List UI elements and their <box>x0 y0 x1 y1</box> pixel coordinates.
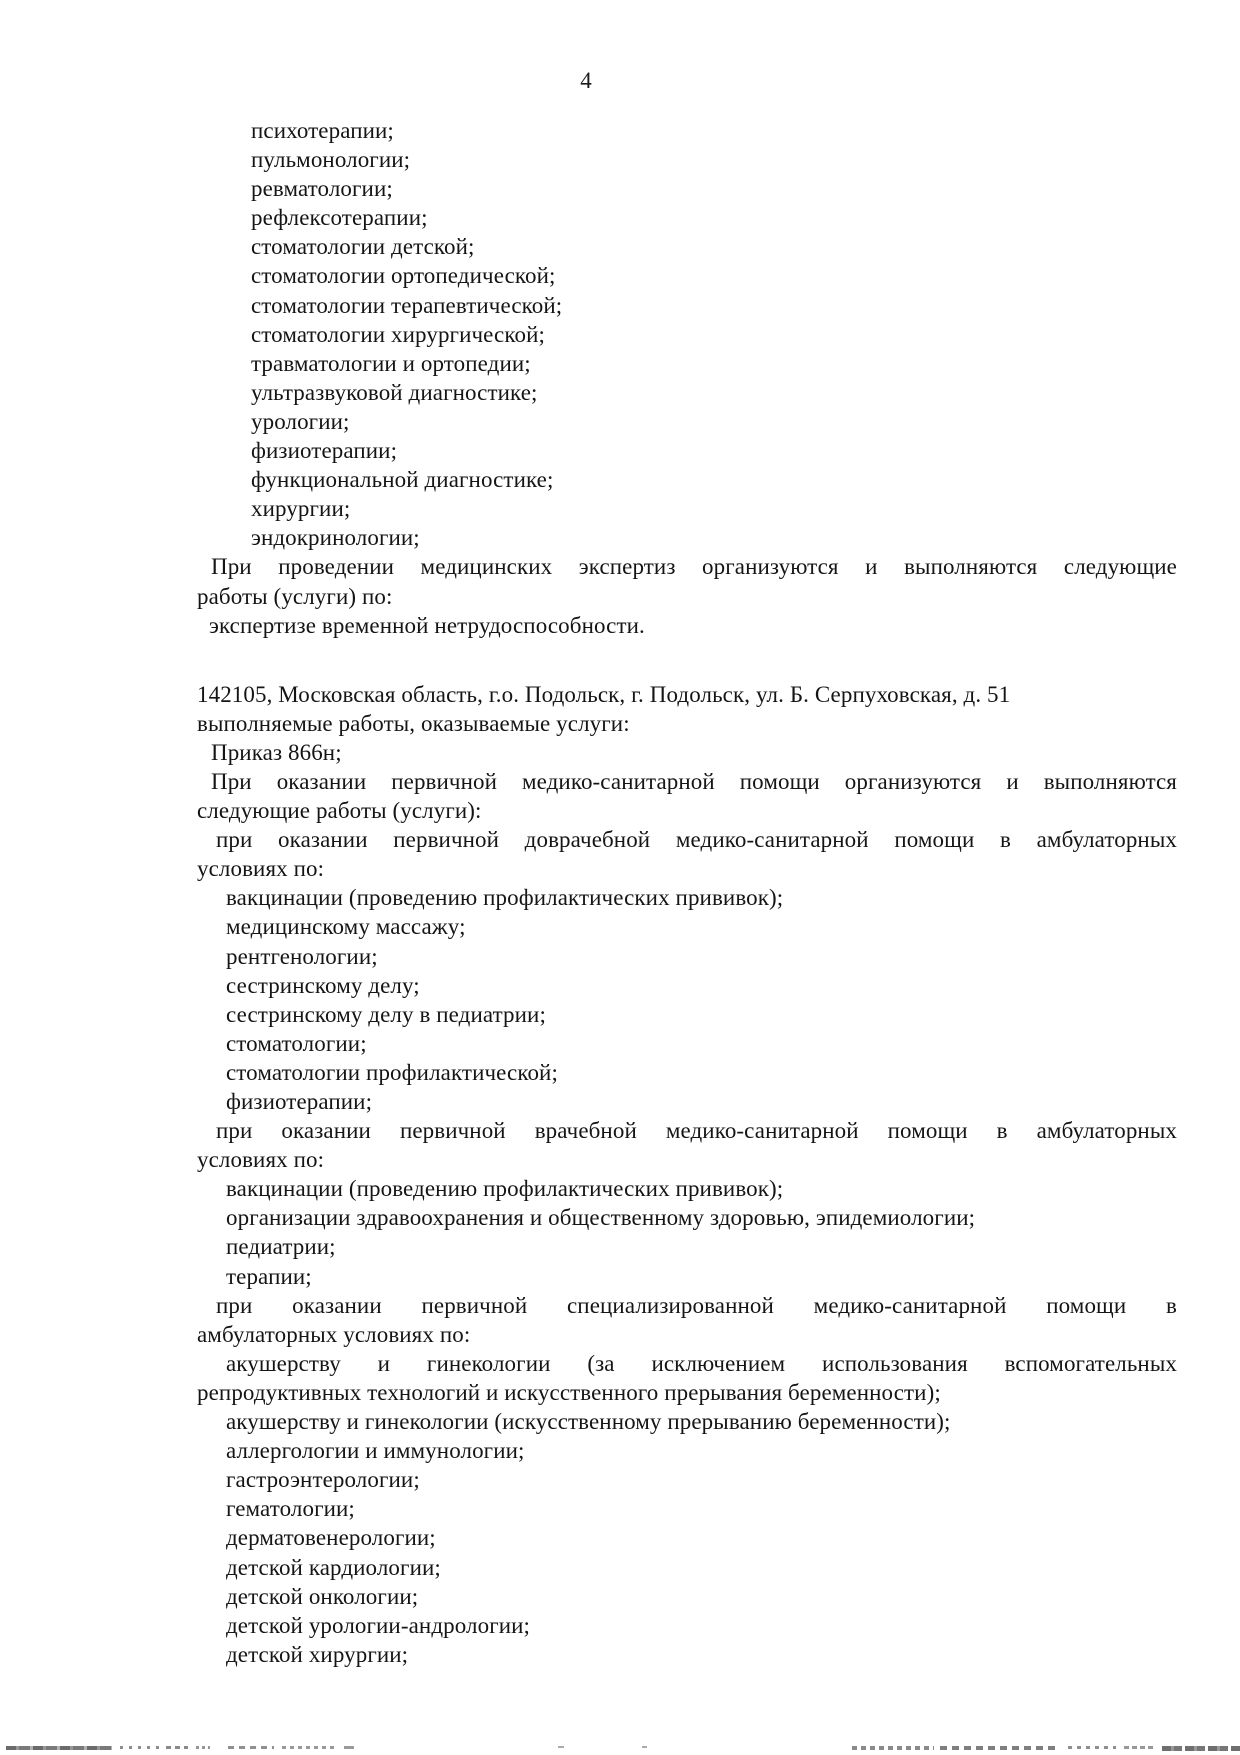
service-item: аллергологии и иммунологии; <box>226 1438 525 1464</box>
specialty-item: эндокринологии; <box>251 525 420 551</box>
service-item: гастроэнтерологии; <box>226 1467 420 1493</box>
expertise-paragraph-line: работы (услуги) по: <box>197 583 393 609</box>
specialty-item: стоматологии терапевтической; <box>251 292 563 318</box>
scan-noise-segment <box>196 1746 210 1749</box>
service-item: рентгенологии; <box>226 943 378 969</box>
service-item: сестринскому делу в педиатрии; <box>226 1001 546 1027</box>
scan-noise-segment <box>1124 1746 1154 1749</box>
service-item: физиотерапии; <box>226 1089 373 1114</box>
service-item: стоматологии; <box>226 1030 367 1056</box>
specialty-item: стоматологии детской; <box>251 234 475 260</box>
predoctor-paragraph-line: при оказании первичной доврачебной медико-санитарной помощи в амбулаторных <box>216 827 1177 853</box>
service-item: вакцинации (проведению профилактических прививок); <box>226 885 784 911</box>
scan-noise-segment <box>940 1746 1060 1750</box>
specialty-item: урологии; <box>251 408 350 434</box>
expertise-item: экспертизе временной нетрудоспособности. <box>209 612 645 638</box>
specialty-item: ультразвуковой диагностике; <box>251 379 538 405</box>
section-gap <box>197 640 1177 680</box>
specialty-item: стоматологии хирургической; <box>251 321 545 347</box>
scan-noise-segment <box>344 1746 354 1749</box>
order-ref: Приказ 866н; <box>211 739 342 765</box>
service-item: педиатрии; <box>226 1234 336 1260</box>
scan-noise-line <box>0 1744 1240 1752</box>
specialized-paragraph-line: при оказании первичной специализированной медико-санитарной помощи в <box>216 1292 1177 1318</box>
service-item: детской онкологии; <box>226 1583 419 1609</box>
specialty-item: травматологии и ортопедии; <box>251 350 531 376</box>
specialty-item: рефлексотерапии; <box>251 205 428 231</box>
specialty-item: физиотерапии; <box>251 438 398 464</box>
document-body <box>197 116 1177 1669</box>
service-item: организации здравоохранения и общественному здоровью, эпидемиологии; <box>226 1205 976 1231</box>
service-item: медицинскому массажу; <box>226 914 466 940</box>
scan-noise-segment <box>1162 1746 1240 1751</box>
doctor-paragraph-line: при оказании первичной врачебной медико-санитарной помощи в амбулаторных <box>216 1118 1177 1144</box>
scan-noise-segment <box>558 1746 564 1748</box>
service-item: сестринскому делу; <box>226 972 420 998</box>
specialized-paragraph-line: амбулаторных условиях по: <box>197 1321 471 1347</box>
specialty-item: пульмонологии; <box>251 147 411 173</box>
scan-noise-segment <box>120 1746 160 1749</box>
service-item: терапии; <box>226 1263 312 1289</box>
scan-noise-segment <box>228 1746 274 1749</box>
service-item: стоматологии профилактической; <box>226 1059 558 1085</box>
service-item: детской кардиологии; <box>226 1554 441 1580</box>
scan-noise-segment <box>642 1746 647 1748</box>
predoctor-paragraph-line: условиях по: <box>197 856 325 882</box>
scan-noise-segment <box>6 1746 112 1750</box>
specialty-item: стоматологии ортопедической; <box>251 263 556 289</box>
page-number: 4 <box>580 68 592 93</box>
doctor-paragraph-line: условиях по: <box>197 1147 325 1173</box>
specialty-item: функциональной диагностике; <box>251 467 554 493</box>
scan-noise-segment <box>282 1746 334 1749</box>
primary-care-paragraph-line: следующие работы (услуги): <box>197 798 482 824</box>
primary-care-paragraph-line: При оказании первичной медико-санитарной помощи организуются и выполняются <box>211 768 1177 794</box>
service-item: акушерству и гинекологии (искусственному прерыванию беременности); <box>226 1409 951 1435</box>
expertise-paragraph-line: При проведении медицинских экспертиз организуются и выполняются следующие <box>211 554 1177 580</box>
address-line: 142105, Московская область, г.о. Подольск, г. Подольск, ул. Б. Серпуховская, д. 51 <box>197 681 1011 707</box>
scan-noise-segment <box>1068 1746 1116 1749</box>
service-item-wrapped: акушерству и гинекологии (за исключением использования вспомогательных <box>226 1350 1177 1376</box>
specialty-item: хирургии; <box>251 496 351 522</box>
specialty-item: психотерапии; <box>251 118 394 143</box>
service-item: дерматовенерологии; <box>226 1525 436 1551</box>
service-item-wrapped: репродуктивных технологий и искусственного прерывания беременности); <box>197 1379 941 1405</box>
specialty-item: ревматологии; <box>251 176 393 202</box>
service-item: детской урологии-андрологии; <box>226 1612 531 1638</box>
service-item: вакцинации (проведению профилактических прививок); <box>226 1176 784 1202</box>
scan-noise-segment <box>852 1746 934 1750</box>
works-heading: выполняемые работы, оказываемые услуги: <box>197 710 630 736</box>
service-item: гематологии; <box>226 1496 355 1522</box>
service-item: детской хирургии; <box>226 1641 409 1667</box>
scan-noise-segment <box>166 1746 188 1749</box>
